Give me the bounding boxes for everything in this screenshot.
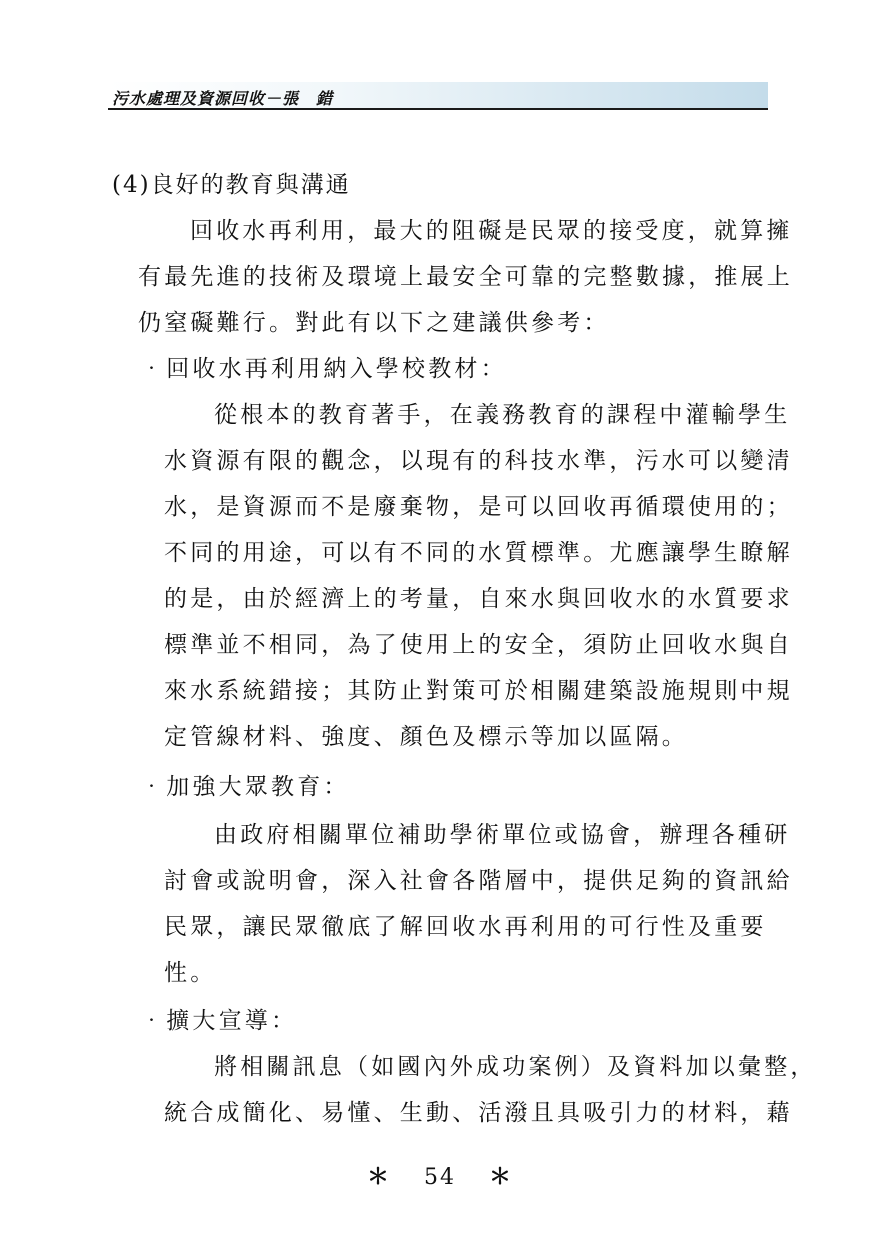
bullet-label: ‧擴大宣導： (140, 1008, 298, 1034)
bullet-paragraph-line: 民眾，讓民眾徹底了解回收水再利用的可行性及重要 (164, 914, 767, 940)
footer-star-left: ＊ (366, 1164, 391, 1190)
bullet-label: ‧加強大眾教育： (140, 774, 350, 800)
footer-star-right: ＊ (489, 1164, 514, 1190)
bullet-paragraph-line: 將相關訊息（如國內外成功案例）及資料加以彙整， (214, 1054, 817, 1080)
bullet-paragraph-line: 標準並不相同，為了使用上的安全，須防止回收水與自 (164, 632, 793, 658)
bullet-paragraph-line: 水，是資源而不是廢棄物，是可以回收再循環使用的； (164, 494, 793, 520)
page-footer (0, 1160, 880, 1191)
bullet-paragraph-line: 不同的用途，可以有不同的水質標準。尤應讓學生瞭解 (164, 540, 793, 566)
bullet-paragraph-line: 性。 (164, 960, 217, 986)
bullet-paragraph-line: 討會或說明會，深入社會各階層中，提供足夠的資訊給 (164, 868, 793, 894)
bullet-label: ‧回收水再利用納入學校教材： (140, 356, 507, 382)
bullet-paragraph-line: 的是，由於經濟上的考量，自來水與回收水的水質要求 (164, 586, 793, 612)
running-header-title: 污水處理及資源回收－張 錯 (112, 89, 334, 108)
bullet-paragraph-line: 統合成簡化、易懂、生動、活潑且具吸引力的材料，藉 (164, 1100, 793, 1126)
intro-line: 仍窒礙難行。對此有以下之建議供參考： (138, 310, 610, 336)
bullet-paragraph-line: 從根本的教育著手，在義務教育的課程中灌輸學生 (214, 402, 791, 428)
bullet-paragraph-line: 水資源有限的觀念，以現有的科技水準，污水可以變清 (164, 448, 793, 474)
bullet-paragraph-line: 由政府相關單位補助學術單位或協會，辦理各種研 (214, 822, 791, 848)
intro-line: 回收水再利用，最大的阻礙是民眾的接受度，就算擁 (190, 218, 793, 244)
section-heading: (4)良好的教育與溝通 (112, 172, 351, 198)
intro-line: 有最先進的技術及環境上最安全可靠的完整數據，推展上 (138, 264, 793, 290)
bullet-paragraph-line: 來水系統錯接；其防止對策可於相關建築設施規則中規 (164, 678, 793, 704)
page-number: 54 (424, 1165, 456, 1190)
bullet-paragraph-line: 定管線材料、強度、顏色及標示等加以區隔。 (164, 724, 688, 750)
